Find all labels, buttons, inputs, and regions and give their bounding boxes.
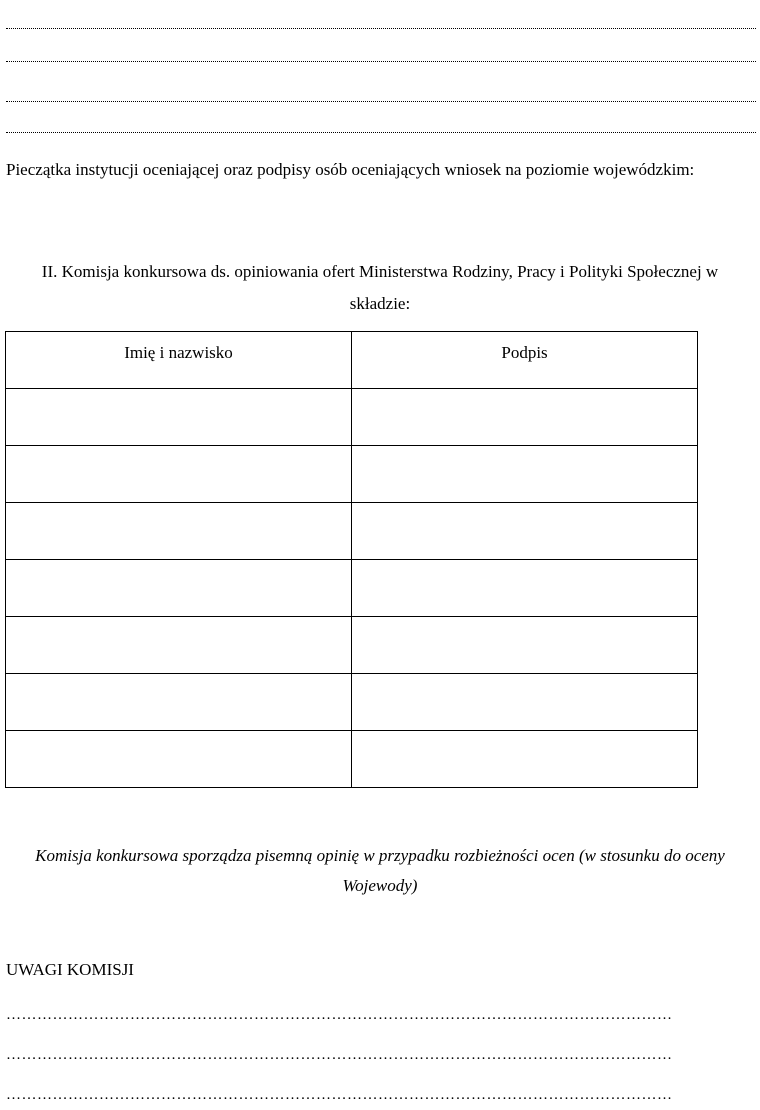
signature-cell[interactable] bbox=[352, 503, 698, 560]
table-row bbox=[6, 560, 698, 617]
signature-cell[interactable] bbox=[352, 674, 698, 731]
name-cell[interactable] bbox=[6, 674, 352, 731]
stamp-signature-instruction: Pieczątka instytucji oceniającej oraz podpisy osób oceniających wniosek na poziomie wojewódzkim: bbox=[6, 160, 695, 179]
name-cell[interactable] bbox=[6, 503, 352, 560]
table-row bbox=[6, 503, 698, 560]
name-cell[interactable] bbox=[6, 560, 352, 617]
remarks-fill-line[interactable]: ………………………………………………………………………………………………………………… bbox=[6, 1007, 673, 1023]
note-line: Komisja konkursowa sporządza pisemną opinię w przypadku rozbieżności ocen (w stosunku do oceny bbox=[35, 846, 725, 865]
name-cell[interactable] bbox=[6, 389, 352, 446]
remarks-fill-line[interactable]: ………………………………………………………………………………………………………………… bbox=[6, 1047, 673, 1063]
column-header-name: Imię i nazwisko bbox=[6, 332, 352, 389]
column-header-signature: Podpis bbox=[352, 332, 698, 389]
fill-line bbox=[6, 132, 756, 133]
signature-cell[interactable] bbox=[352, 446, 698, 503]
fill-line bbox=[6, 61, 756, 62]
table-row bbox=[6, 617, 698, 674]
signature-cell[interactable] bbox=[352, 560, 698, 617]
signature-cell[interactable] bbox=[352, 389, 698, 446]
remarks-fill-line[interactable]: ………………………………………………………………………………………………………………… bbox=[6, 1087, 673, 1103]
name-cell[interactable] bbox=[6, 446, 352, 503]
signature-cell[interactable] bbox=[352, 731, 698, 788]
name-cell[interactable] bbox=[6, 731, 352, 788]
note-line: Wojewody) bbox=[342, 876, 418, 895]
fill-line bbox=[6, 101, 756, 102]
fill-line bbox=[6, 28, 756, 29]
committee-table bbox=[5, 331, 698, 788]
section-title-line: składzie: bbox=[349, 294, 411, 313]
table-row bbox=[6, 389, 698, 446]
table-row bbox=[6, 446, 698, 503]
section-title bbox=[0, 256, 760, 320]
name-cell[interactable] bbox=[6, 617, 352, 674]
signature-cell[interactable] bbox=[352, 617, 698, 674]
table-row bbox=[6, 674, 698, 731]
table-header-row bbox=[6, 332, 698, 389]
table-row bbox=[6, 731, 698, 788]
committee-note bbox=[0, 841, 760, 901]
remarks-heading: UWAGI KOMISJI bbox=[6, 960, 134, 979]
section-title-line: II. Komisja konkursowa ds. opiniowania ofert Ministerstwa Rodziny, Pracy i Polityki Społecznej w bbox=[41, 262, 719, 281]
